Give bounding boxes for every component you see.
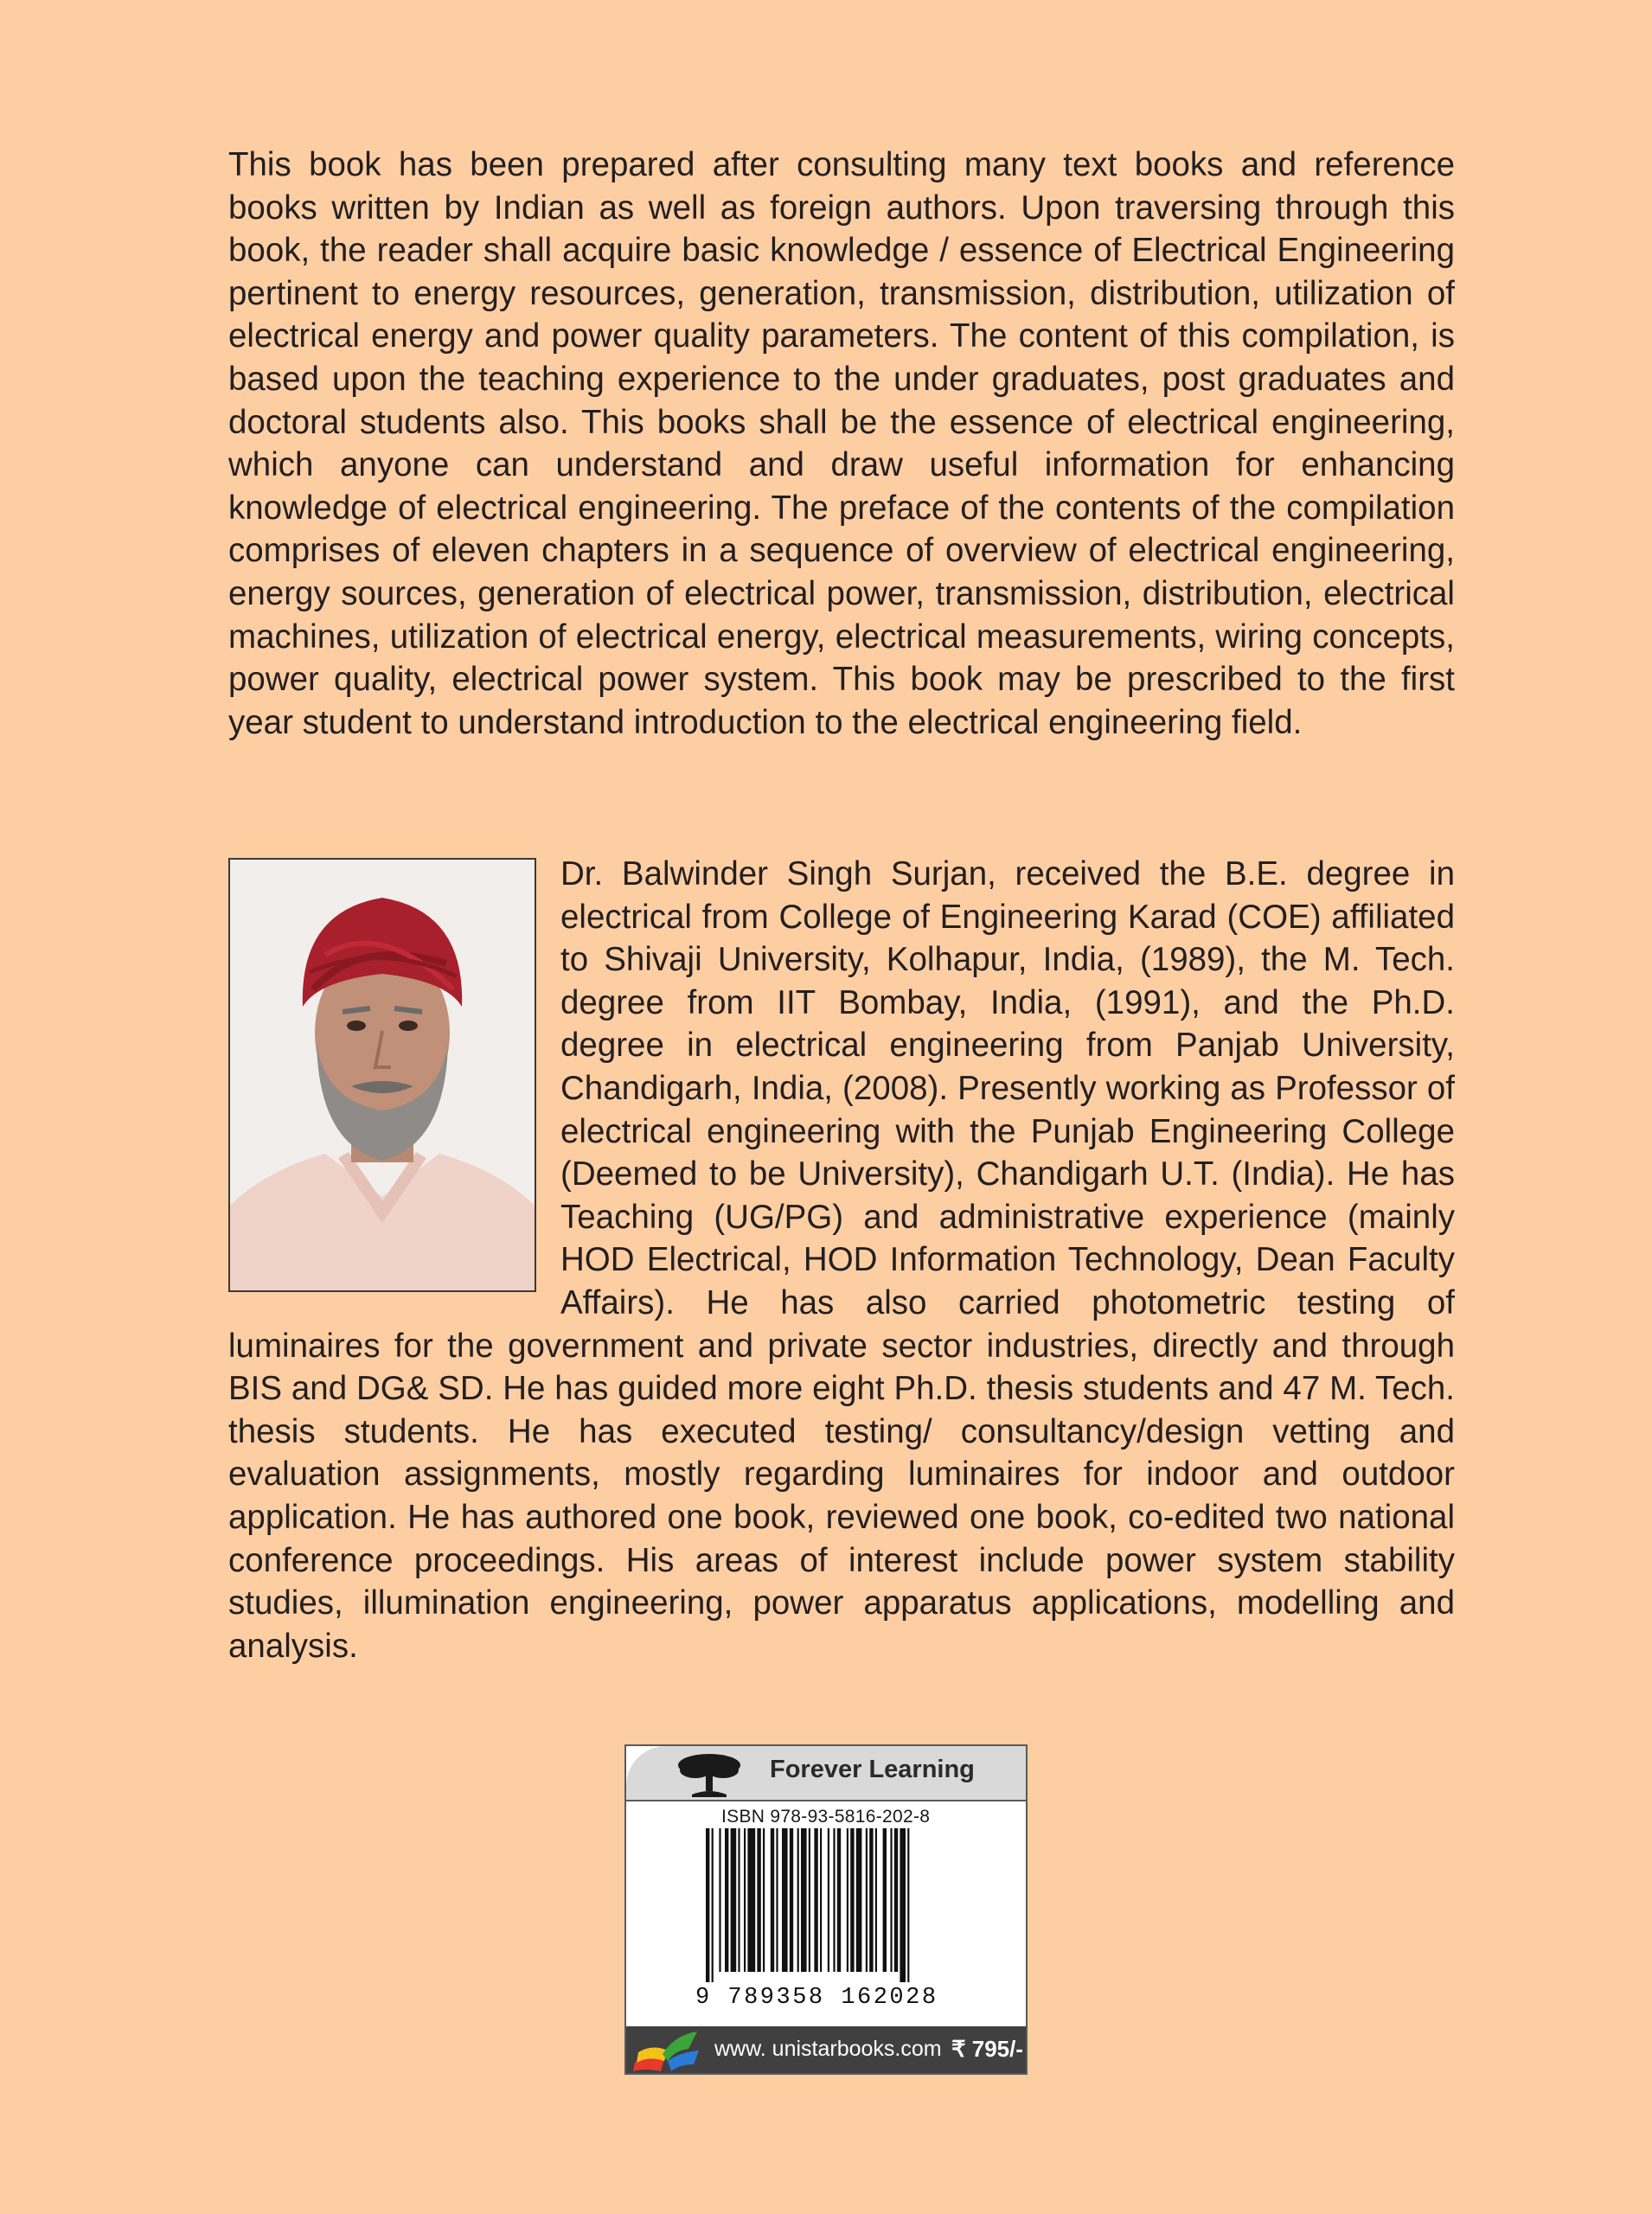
barcode-bar [744, 1828, 746, 1972]
tagline: Forever Learning [770, 1756, 975, 1783]
book-blurb: This book has been prepared after consulting many text books and reference books written by Indian as well as foreign authors. Upon traversing through this book, the reader shall acquire basic knowledge / essence of Electrical Engineering pertinent to energy resources, generation, transmission, distribution, utilization of electrical energy and power quality parameters. The content of this compilation, is based upon the teaching experience to the under graduates, post graduates and doctoral students also. This books shall be the essence of electrical engineering, which anyone can understand and draw useful information for enhancing knowledge of electrical engineering. The preface of the contents of the compilation comprises of eleven chapters in a sequence of overview of electrical engineering, energy sources, generation of electrical power, transmission, distribution, electrical machines, utilization of electrical energy, electrical measurements, wiring concepts, power quality, electrical power system. This book may be prescribed to the first year student to understand introduction to the electrical engineering field. [228, 146, 1455, 741]
barcode-bar [847, 1828, 848, 1972]
barcode-bar [712, 1828, 714, 1982]
author-section [228, 853, 1455, 1667]
barcode-bar [706, 1828, 709, 1982]
barcode-bar [820, 1828, 822, 1972]
barcode-bar [856, 1828, 862, 1972]
publisher-website: www. unistarbooks.com [714, 2037, 942, 2061]
barcode-bar [731, 1828, 737, 1972]
barcode-bar [866, 1828, 868, 1972]
barcode-bar [763, 1828, 765, 1972]
barcode-bar [907, 1828, 909, 1982]
barcode-bar [837, 1828, 841, 1972]
price: ₹ 795/- [951, 2036, 1024, 2062]
barcode-bar [797, 1828, 799, 1972]
barcode-bar [894, 1828, 898, 1972]
barcode-bar [900, 1828, 906, 1982]
tree-icon [675, 1751, 744, 1798]
barcode-bar [725, 1828, 728, 1972]
author-portrait-icon [228, 858, 536, 1292]
barcode-header [626, 1746, 1026, 1801]
barcode-bar [875, 1828, 877, 1972]
barcode-box [624, 1744, 1028, 2075]
barcode-footer [626, 2026, 1026, 2073]
barcode-bar [890, 1828, 892, 1972]
author-bio: Dr. Balwinder Singh Surjan, received the B.E. degree in electrical from College of Engineering Karad (COE) affiliated to Shivaji University, Kolhapur, India, (1989), the M. Tech. degree from IIT Bombay, India, (1991), and the Ph.D. degree in electrical engineering from Panjab University, Chandigarh, India, (2008). Presently working as Professor of electrical engineering with the Punjab Engineering College (Deemed to be University), Chandigarh U.T. (India). He has Teaching (UG/PG) and administrative experience (mainly HOD Electrical, HOD Information Technology, Dean Faculty Affairs). He has also carried photometric testing of luminaires for the government and private sector industries, directly and through BIS and DG& SD. He has guided more eight Ph.D. thesis students and 47 M. Tech. thesis students. He has executed testing/ consultancy/design vetting and evaluation assignments, mostly regarding luminaires for indoor and outdoor application. He has authored one book, reviewed one book, co-edited two national conference proceedings. His areas of interest include power system stability studies, illumination engineering, power apparatus applications, modelling and analysis. [228, 855, 1455, 1665]
barcode-bar [776, 1828, 778, 1972]
barcode-bar [747, 1828, 755, 1972]
barcode-digits: 9 789358 162028 [695, 1985, 938, 2011]
barcode-bar [801, 1828, 807, 1972]
barcode-bar [869, 1828, 873, 1972]
barcode-bar [809, 1828, 810, 1972]
isbn-text: ISBN 978-93-5816-202-8 [721, 1807, 931, 1827]
barcode-bar [719, 1828, 720, 1972]
publisher-book-logo-icon [630, 2028, 704, 2073]
barcode-bar [790, 1828, 793, 1972]
barcode-bar [828, 1828, 829, 1972]
barcode-bar [782, 1828, 788, 1972]
barcode-bar [883, 1828, 887, 1972]
barcode-bar [771, 1828, 774, 1972]
barcode-bars [704, 1828, 964, 1984]
barcode-bar [850, 1828, 854, 1972]
barcode-bar [738, 1828, 740, 1972]
barcode-bar [814, 1828, 817, 1972]
barcode-bar [757, 1828, 760, 1972]
barcode-bar [833, 1828, 835, 1972]
